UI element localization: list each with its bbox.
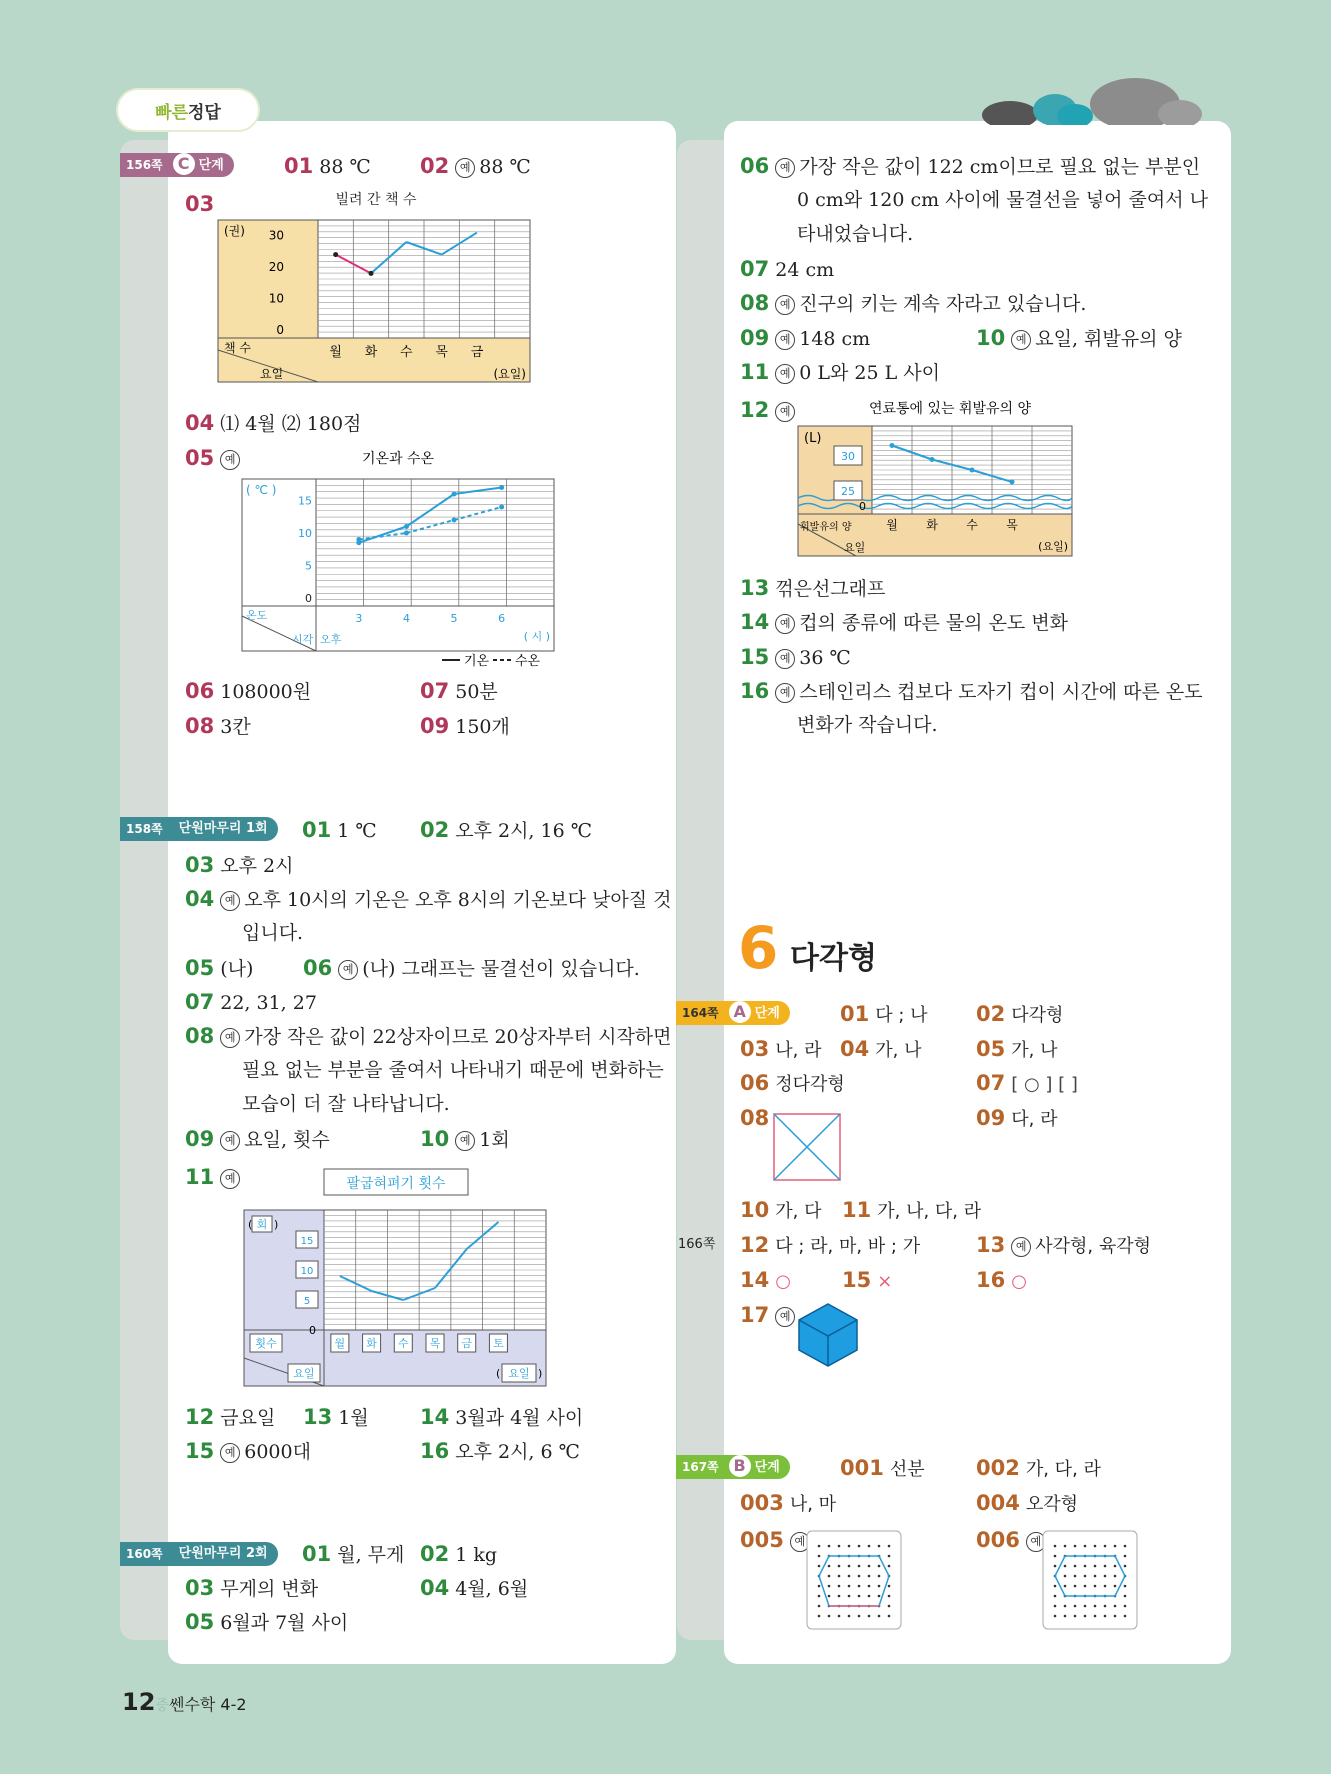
answer-158-15: 15 예 6000대 xyxy=(185,1439,311,1463)
x-tick: 수 xyxy=(966,518,978,532)
answer-e04: 04 가, 나 xyxy=(840,1037,922,1061)
x-tick: 금 xyxy=(461,1337,473,1350)
corner-top: 휘발유의 양 xyxy=(800,522,852,533)
y-tick: 0 xyxy=(309,1324,316,1337)
data-point xyxy=(452,492,457,497)
y-tick: 0 xyxy=(859,500,866,513)
answer-r06: 06 예 가장 작은 값이 122 cm이므로 필요 없는 부분인 xyxy=(740,154,1201,178)
x-unit: 요일 xyxy=(508,1367,530,1380)
answer-158-09: 09 예 요일, 횟수 xyxy=(185,1127,330,1151)
corner-bottom: 요일 xyxy=(260,367,284,381)
answer-03: 03 xyxy=(185,192,215,216)
unit-label: (권) xyxy=(224,224,245,238)
page-ref-166: 166쪽 xyxy=(678,1237,716,1252)
answer-r10: 10 예 요일, 휘발유의 양 xyxy=(976,326,1182,350)
corner-bottom: 요일 xyxy=(293,1367,315,1380)
unit-label: (L) xyxy=(804,431,822,446)
x-tick: 3 xyxy=(355,612,363,625)
answer-r11: 11 예 0 L와 25 L 사이 xyxy=(740,360,940,384)
x-tick: 금 xyxy=(470,345,484,360)
stage-label: C 단계 xyxy=(169,153,234,177)
x-tick: 수 xyxy=(400,345,413,360)
data-point xyxy=(970,468,975,473)
y-tick: 0 xyxy=(305,592,312,605)
answer-e06: 06 정다각형 xyxy=(740,1071,845,1095)
x-tick: 5 xyxy=(450,612,458,625)
answer-158-10: 10 예 1회 xyxy=(420,1127,510,1151)
answer-f003: 003 나, 마 xyxy=(740,1491,837,1515)
data-point xyxy=(356,537,361,542)
answer-04: 04 ⑴ 4월 ⑵ 180점 xyxy=(185,411,362,435)
x-unit: ( 시 ) xyxy=(523,630,550,643)
data-point xyxy=(404,524,409,529)
svg-text:(: ( xyxy=(248,1218,253,1231)
svg-text:(: ( xyxy=(496,1367,501,1380)
y-tick: 15 xyxy=(298,494,312,508)
hexagon-cube-figure xyxy=(795,1302,861,1368)
chart-title: 빌려 간 책 수 xyxy=(335,192,417,208)
chart-pushups xyxy=(240,1166,560,1388)
answer-158-06: 06 예 (나) 그래프는 물결선이 있습니다. xyxy=(303,956,640,980)
answer-r08: 08 예 진구의 키는 계속 자라고 있습니다. xyxy=(740,291,1087,315)
footer xyxy=(122,1688,247,1716)
quick-answer-badge xyxy=(118,90,258,130)
y-tick: 10 xyxy=(268,291,284,306)
answer-e08: 08 xyxy=(740,1106,770,1130)
y-tick: 0 xyxy=(276,323,284,337)
page-ref: 156쪽 xyxy=(120,153,169,177)
answer-f002: 002 가, 다, 라 xyxy=(976,1456,1101,1480)
unit-label: ( ℃ ) xyxy=(246,483,277,497)
answer-160-03: 03 무게의 변화 xyxy=(185,1576,319,1600)
answer-158-08-cont1: 필요 없는 부분을 줄여서 나타내기 때문에 변화하는 xyxy=(242,1059,664,1081)
answer-e05: 05 가, 나 xyxy=(976,1037,1058,1061)
pm-label: 오후 xyxy=(320,633,342,646)
answer-e11: 11 가, 나, 다, 라 xyxy=(842,1198,982,1222)
badge-text-1: 빠른 xyxy=(155,102,188,123)
answer-158-12: 12 금요일 xyxy=(185,1405,276,1429)
x-tick: 수 xyxy=(397,1337,409,1350)
answer-158-16: 16 오후 2시, 6 ℃ xyxy=(420,1439,580,1463)
answer-r14: 14 예 컵의 종류에 따른 물의 온도 변화 xyxy=(740,610,1069,634)
x-unit: (요일) xyxy=(493,367,526,381)
corner-top: 책 수 xyxy=(224,341,251,355)
answer-05: 05 예 xyxy=(185,446,244,471)
answer-f006: 006 예 xyxy=(976,1528,1050,1554)
stage-circle: C xyxy=(173,153,195,175)
answer-158-02: 02 오후 2시, 16 ℃ xyxy=(420,818,592,842)
answer-158-14: 14 3월과 4월 사이 xyxy=(420,1405,584,1429)
x-unit: (요일) xyxy=(1038,540,1068,553)
data-point xyxy=(404,531,409,536)
answer-158-13: 13 1월 xyxy=(303,1405,369,1429)
data-point xyxy=(452,518,457,523)
answer-08: 08 3칸 xyxy=(185,714,251,738)
svg-text:): ) xyxy=(274,1218,279,1231)
y-tick: 30 xyxy=(268,228,284,243)
data-point xyxy=(369,271,374,276)
unit-label: 회 xyxy=(256,1218,268,1231)
data-point xyxy=(333,252,338,257)
x-tick: 4 xyxy=(402,612,410,625)
answer-r07: 07 24 cm xyxy=(740,257,835,281)
x-tick: 화 xyxy=(926,518,938,532)
y-tick: 15 xyxy=(300,1236,314,1247)
section-156 xyxy=(120,153,234,177)
answer-e15: 15 × xyxy=(842,1268,893,1292)
x-tick: 화 xyxy=(364,345,378,360)
answer-160-01: 01 월, 무게 xyxy=(302,1542,405,1566)
x-tick: 목 xyxy=(429,1337,441,1350)
answer-r09: 09 예 148 cm xyxy=(740,326,871,350)
answer-e02: 02 다각형 xyxy=(976,1002,1064,1026)
y-tick: 5 xyxy=(305,559,312,573)
answer-r13: 13 꺾은선그래프 xyxy=(740,576,886,600)
answer-158-08-cont2: 모습이 더 잘 나타납니다. xyxy=(242,1093,450,1115)
answer-160-04: 04 4월, 6월 xyxy=(420,1576,529,1600)
chapter-number: 6 xyxy=(738,914,779,982)
legend-air: 기온 xyxy=(464,654,490,669)
x-tick: 6 xyxy=(498,612,506,625)
ghost-text: 중 xyxy=(155,1698,169,1714)
answer-e10: 10 가, 다 xyxy=(740,1198,822,1222)
corner-bottom: 요일 xyxy=(844,541,866,554)
answer-f001: 001 선분 xyxy=(840,1456,925,1480)
square-diagonals-figure xyxy=(772,1112,842,1182)
answer-158-05: 05 (나) xyxy=(185,956,254,980)
y-tick: 20 xyxy=(268,260,284,275)
chart-title: 기온과 수온 xyxy=(361,451,435,467)
legend-water: 수온 xyxy=(515,654,541,669)
answer-e09: 09 다, 라 xyxy=(976,1106,1058,1130)
cloud-decoration xyxy=(970,70,1210,125)
answer-158-04-cont: 입니다. xyxy=(242,922,304,944)
y-tick: 5 xyxy=(303,1296,311,1307)
answer-f005: 005 예 xyxy=(740,1528,814,1554)
answer-r16-cont: 변화가 작습니다. xyxy=(797,714,938,736)
answer-02: 02 예 88 ℃ xyxy=(420,154,531,178)
book-title: 쎈수학 4-2 xyxy=(168,1695,247,1714)
data-point xyxy=(890,443,895,448)
right-panel xyxy=(724,121,1231,1664)
page-number: 12 xyxy=(122,1688,156,1716)
corner-bottom: 시각 xyxy=(292,633,314,646)
dot-grid-hexagon xyxy=(1042,1530,1138,1630)
answer-e12: 12 다 ; 라, 마, 바 ; 가 xyxy=(740,1233,921,1257)
answer-158-01: 01 1 ℃ xyxy=(302,818,377,842)
corner-top: 온도 xyxy=(246,609,268,622)
y-tick: 10 xyxy=(300,1266,314,1277)
chart-fuel xyxy=(796,396,1076,564)
section-167: 167쪽 B 단계 xyxy=(676,1455,790,1479)
x-tick: 월 xyxy=(329,345,342,360)
answer-r06-cont1: 0 cm와 120 cm 사이에 물결선을 넣어 줄여서 나 xyxy=(797,189,1208,211)
chart-air-water-temp xyxy=(240,446,560,672)
corner-top: 횟수 xyxy=(255,1337,277,1350)
x-tick: 월 xyxy=(886,518,898,532)
answer-f004: 004 오각형 xyxy=(976,1491,1079,1515)
answer-e03: 03 나, 라 xyxy=(740,1037,822,1061)
chart-title: 팔굽혀펴기 횟수 xyxy=(346,1176,446,1192)
answer-e01: 01 다 ; 나 xyxy=(840,1002,928,1026)
answer-r16: 16 예 스테인리스 컵보다 도자기 컵이 시간에 따른 온도 xyxy=(740,679,1203,703)
section-160: 160쪽 단원마무리 2회 xyxy=(120,1542,278,1566)
data-point xyxy=(930,457,935,462)
data-point xyxy=(1010,479,1015,484)
answer-r06-cont2: 타내었습니다. xyxy=(797,223,914,245)
answer-01: 01 88 ℃ xyxy=(284,154,371,178)
chart-title: 연료통에 있는 휘발유의 양 xyxy=(868,401,1032,417)
answer-e17: 17 예 xyxy=(740,1303,799,1329)
answer-07: 07 50분 xyxy=(420,679,498,703)
x-tick: 목 xyxy=(435,345,448,360)
section-164: 164쪽 A 단계 xyxy=(676,1001,790,1025)
x-tick: 화 xyxy=(366,1337,377,1350)
answer-e13: 13 예 사각형, 육각형 xyxy=(976,1233,1152,1257)
x-tick: 토 xyxy=(493,1337,504,1350)
answer-r12: 12 예 xyxy=(740,398,799,423)
answer-e07: 07 [ ○ ] [ ] xyxy=(976,1071,1078,1095)
answer-r15: 15 예 36 ℃ xyxy=(740,645,851,669)
answer-160-02: 02 1 kg xyxy=(420,1542,498,1566)
answer-158-04: 04 예 오후 10시의 기온은 오후 8시의 기온보다 낮아질 것 xyxy=(185,887,672,911)
badge-text-2: 정답 xyxy=(188,102,221,123)
answer-160-05: 05 6월과 7월 사이 xyxy=(185,1610,349,1634)
svg-text:): ) xyxy=(538,1367,543,1380)
chart-borrowed-books xyxy=(216,190,536,394)
answer-06: 06 108000원 xyxy=(185,679,312,703)
x-tick: 목 xyxy=(1006,518,1018,532)
answer-e14: 14 ○ xyxy=(740,1268,791,1292)
answer-158-08: 08 예 가장 작은 값이 22상자이므로 20상자부터 시작하면 xyxy=(185,1024,672,1048)
data-point xyxy=(499,485,504,490)
y-tick: 30 xyxy=(841,450,855,463)
answer-158-11: 11 예 xyxy=(185,1165,244,1190)
answer-e16: 16 ○ xyxy=(976,1268,1027,1292)
y-tick: 10 xyxy=(298,527,312,540)
answer-158-07: 07 22, 31, 27 xyxy=(185,990,317,1014)
section-158: 158쪽 단원마무리 1회 xyxy=(120,817,278,841)
y-tick: 25 xyxy=(841,485,855,498)
dot-grid-pentagon xyxy=(806,1530,902,1630)
data-point xyxy=(499,505,504,510)
answer-09: 09 150개 xyxy=(420,714,510,738)
chapter-title: 다각형 xyxy=(790,941,877,976)
answer-158-03: 03 오후 2시 xyxy=(185,853,294,877)
x-tick: 월 xyxy=(334,1337,346,1350)
